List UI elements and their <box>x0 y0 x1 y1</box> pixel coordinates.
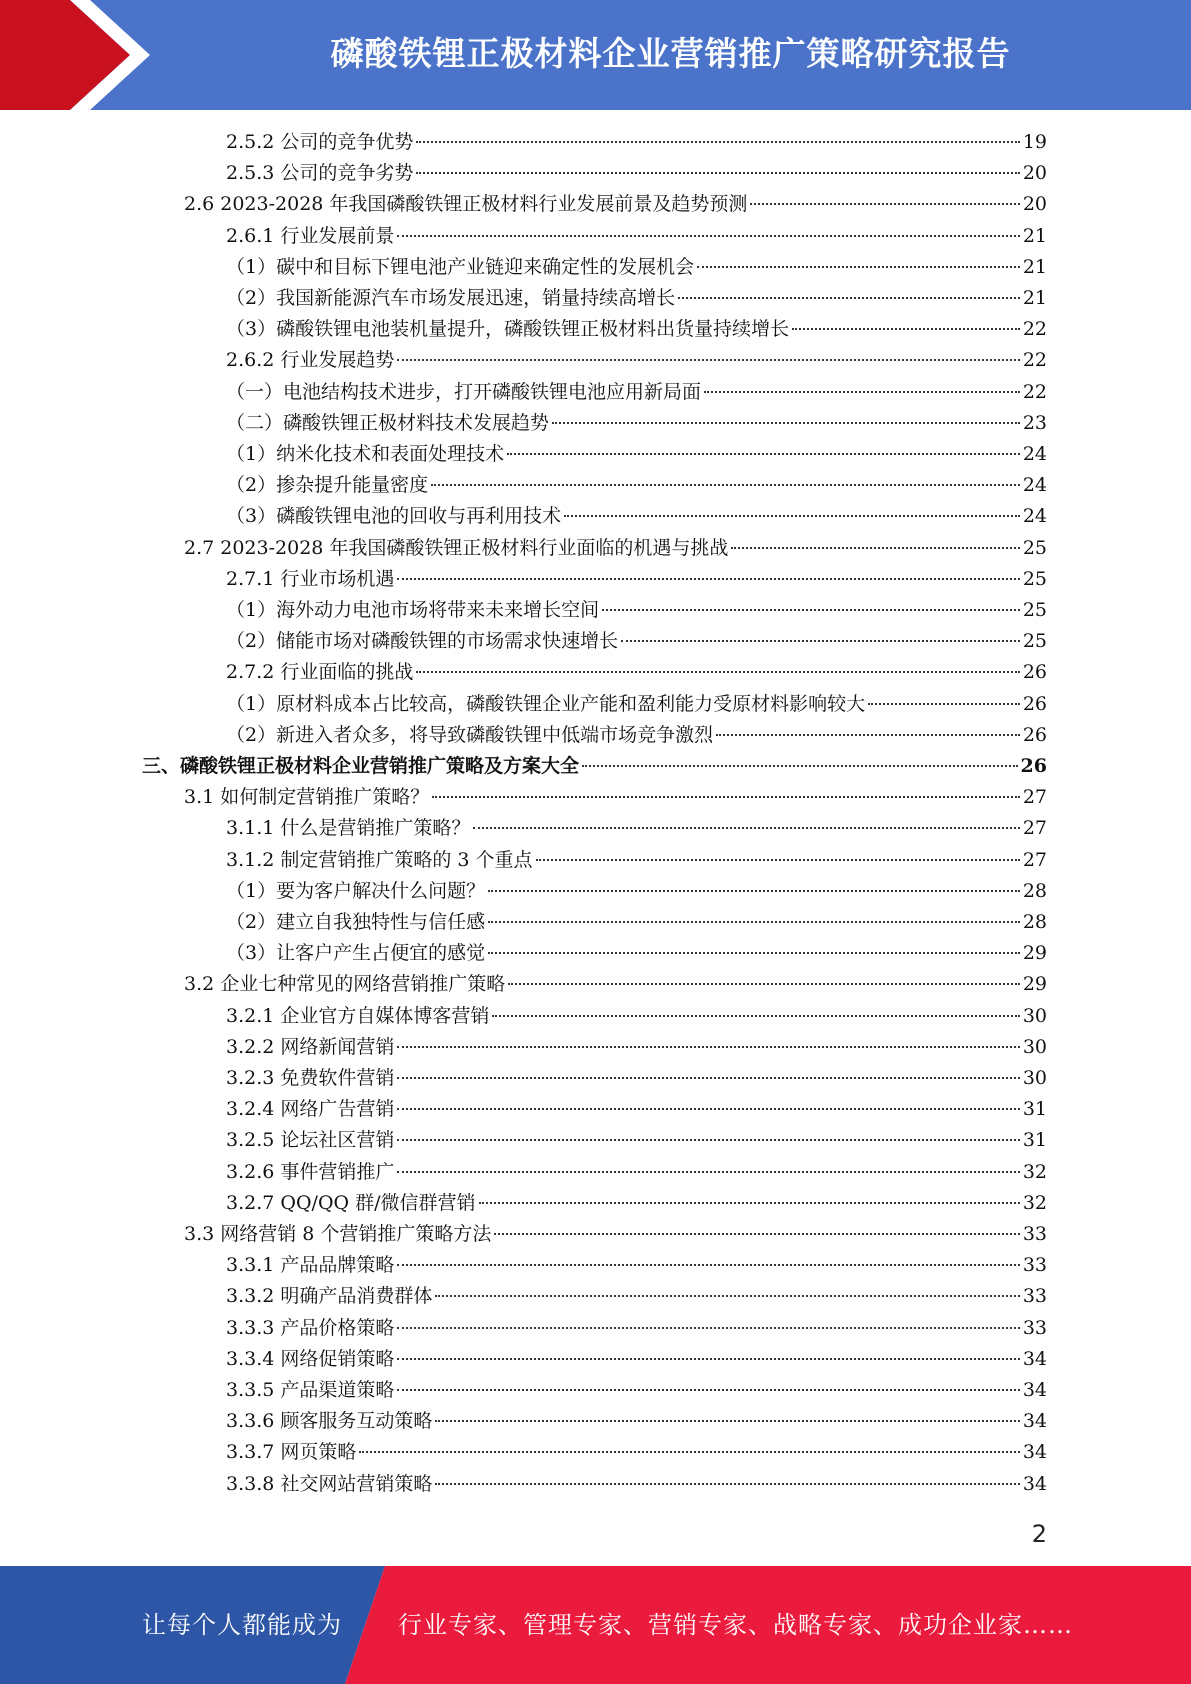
toc-entry[interactable] <box>226 1281 1047 1312</box>
toc-dot-leader <box>678 297 1020 299</box>
toc-entry-page: 21 <box>1022 287 1047 309</box>
toc-entry-title: 3.2.4 网络广告营销 <box>226 1098 395 1121</box>
toc-entry-page: 26 <box>1022 723 1047 746</box>
toc-dot-leader <box>488 890 1020 892</box>
toc-entry-title: （1）要为客户解决什么问题？ <box>226 879 486 902</box>
toc-entry[interactable] <box>226 564 1047 595</box>
toc-entry-title: （一）电池结构技术进步，打开磷酸铁锂电池应用新局面 <box>226 380 702 403</box>
toc-dot-leader <box>488 921 1020 923</box>
toc-dot-leader <box>697 266 1020 268</box>
toc-entry-title: （3）磷酸铁锂电池装机量提升，磷酸铁锂正极材料出货量持续增长 <box>226 318 790 341</box>
toc-entry-title: 2.6.1 行业发展前景 <box>226 224 395 247</box>
toc-entry[interactable] <box>226 501 1047 532</box>
toc-entry-page: 27 <box>1022 786 1047 809</box>
toc-entry-page: 33 <box>1022 1223 1047 1245</box>
toc-entry[interactable] <box>226 1469 1047 1500</box>
toc-entry-page: 33 <box>1022 1285 1047 1308</box>
toc-entry-title: （1）纳米化技术和表面处理技术 <box>226 443 505 465</box>
toc-entry[interactable] <box>226 127 1047 158</box>
toc-entry-title: （1）碳中和目标下锂电池产业链迎来确定性的发展机会 <box>226 255 695 278</box>
toc-dot-leader <box>416 671 1019 673</box>
toc-entry[interactable] <box>184 969 1047 1000</box>
toc-entry[interactable] <box>226 439 1047 470</box>
toc-entry-title: （2）新进入者众多，将导致磷酸铁锂中低端市场竞争激烈 <box>226 723 714 746</box>
toc-entry-page: 33 <box>1022 1316 1047 1339</box>
toc-entry-page: 32 <box>1022 1160 1047 1183</box>
toc-entry[interactable] <box>226 314 1047 345</box>
toc-entry[interactable] <box>226 377 1047 408</box>
toc-entry[interactable] <box>226 813 1047 844</box>
toc-entry-page: 25 <box>1022 599 1047 621</box>
toc-entry-page: 21 <box>1022 224 1047 247</box>
toc-entry-title: 2.7 2023-2028 年我国磷酸铁锂正极材料行业面临的机遇与挑战 <box>184 536 729 559</box>
toc-dot-leader <box>792 328 1020 330</box>
toc-entry-title: 3.2.7 QQ/QQ 群/微信群营销 <box>226 1191 476 1214</box>
toc-entry[interactable] <box>226 1188 1047 1219</box>
toc-entry-page: 30 <box>1022 1035 1047 1058</box>
toc-dot-leader <box>479 1202 1020 1204</box>
toc-entry-page: 34 <box>1022 1472 1047 1495</box>
toc-entry[interactable] <box>226 1063 1047 1094</box>
toc-entry-page: 27 <box>1022 817 1047 840</box>
toc-entry-title: 2.7.1 行业市场机遇 <box>226 567 395 590</box>
toc-entry-title: 3.3.5 产品渠道策略 <box>226 1379 395 1401</box>
toc-entry[interactable] <box>226 595 1047 626</box>
toc-entry-title: （1）海外动力电池市场将带来未来增长空间 <box>226 599 600 621</box>
toc-entry-title: 3.1.1 什么是营销推广策略？ <box>226 817 471 840</box>
toc-entry-page: 20 <box>1022 162 1047 185</box>
toc-dot-leader <box>582 765 1018 767</box>
toc-entry[interactable] <box>226 470 1047 501</box>
toc-entry-title: 3.2.2 网络新闻营销 <box>226 1035 395 1058</box>
toc-dot-leader <box>397 359 1019 361</box>
toc-entry-page: 26 <box>1020 755 1047 777</box>
toc-entry-title: 3.3.7 网页策略 <box>226 1441 357 1464</box>
toc-entry[interactable] <box>226 845 1047 876</box>
toc-entry-title: 3.2.5 论坛社区营销 <box>226 1129 395 1152</box>
toc-dot-leader <box>359 1451 1019 1453</box>
toc-entry-page: 22 <box>1022 318 1047 341</box>
toc-entry-page: 34 <box>1022 1441 1047 1464</box>
toc-entry[interactable] <box>226 1250 1047 1281</box>
toc-entry[interactable] <box>226 689 1047 720</box>
toc-dot-leader <box>397 1046 1019 1048</box>
toc-dot-leader <box>621 640 1020 642</box>
toc-dot-leader <box>494 1233 1019 1235</box>
toc-entry-title: 3.1.2 制定营销推广策略的 3 个重点 <box>226 848 533 871</box>
toc-entry[interactable] <box>226 1032 1047 1063</box>
toc-entry-title: 3.2.3 免费软件营销 <box>226 1067 395 1089</box>
toc-entry[interactable] <box>226 876 1047 907</box>
toc-entry-page: 24 <box>1022 505 1047 528</box>
toc-entry-page: 26 <box>1022 661 1047 684</box>
toc-entry-page: 30 <box>1022 1067 1047 1089</box>
toc-entry-page: 19 <box>1022 131 1047 153</box>
toc-entry[interactable] <box>226 1125 1047 1156</box>
toc-entry-title: 3.3.2 明确产品消费群体 <box>226 1285 433 1308</box>
toc-entry-page: 32 <box>1022 1191 1047 1214</box>
toc-entry-title: 3.3 网络营销 8 个营销推广策略方法 <box>184 1223 492 1245</box>
toc-dot-leader <box>750 203 1019 205</box>
toc-entry[interactable] <box>226 1375 1047 1406</box>
toc-dot-leader <box>492 1015 1019 1017</box>
toc-entry-page: 24 <box>1022 474 1047 497</box>
toc-entry[interactable] <box>226 1001 1047 1032</box>
page-number: 2 <box>1031 1520 1047 1548</box>
toc-entry[interactable] <box>226 938 1047 969</box>
toc-entry-page: 20 <box>1022 193 1047 216</box>
toc-entry[interactable] <box>226 1344 1047 1375</box>
toc-entry[interactable] <box>142 751 1047 782</box>
footer-banner <box>0 1566 1191 1684</box>
header-banner <box>0 0 1191 110</box>
toc-dot-leader <box>431 484 1020 486</box>
toc-entry[interactable] <box>226 626 1047 657</box>
toc-entry-page: 25 <box>1022 536 1047 559</box>
toc-entry-title: 2.5.3 公司的竞争劣势 <box>226 162 414 185</box>
toc-dot-leader <box>397 1389 1019 1391</box>
toc-entry[interactable] <box>226 1313 1047 1344</box>
footer-slogan-left: 让每个人都能成为 <box>142 1611 342 1639</box>
toc-entry-title: 3.3.1 产品品牌策略 <box>226 1254 395 1277</box>
toc-entry[interactable] <box>226 283 1047 314</box>
toc-entry-page: 30 <box>1022 1004 1047 1027</box>
toc-dot-leader <box>564 515 1020 517</box>
toc-entry-title: 2.6.2 行业发展趋势 <box>226 349 395 372</box>
toc-dot-leader <box>397 235 1019 237</box>
toc-entry-page: 31 <box>1022 1129 1047 1152</box>
toc-dot-leader <box>397 1139 1019 1141</box>
toc-dot-leader <box>602 609 1020 611</box>
toc-dot-leader <box>716 734 1020 736</box>
toc-entry-title: （1）原材料成本占比较高，磷酸铁锂企业产能和盈利能力受原材料影响较大 <box>226 692 866 715</box>
toc-dot-leader <box>397 1171 1019 1173</box>
toc-entry[interactable] <box>226 1094 1047 1125</box>
toc-entry-page: 34 <box>1022 1379 1047 1401</box>
toc-entry-title: 3.2.6 事件营销推广 <box>226 1160 395 1183</box>
toc-entry-title: 三、磷酸铁锂正极材料企业营销推广策略及方案大全 <box>142 755 580 777</box>
toc-entry[interactable] <box>226 345 1047 376</box>
toc-dot-leader <box>397 1327 1019 1329</box>
toc-entry[interactable] <box>184 189 1047 220</box>
toc-entry[interactable] <box>184 533 1047 564</box>
toc-entry[interactable] <box>226 657 1047 688</box>
toc-entry[interactable] <box>184 1219 1047 1250</box>
header-arrow-decoration <box>0 0 150 110</box>
toc-dot-leader <box>432 796 1020 798</box>
toc-dot-leader <box>397 578 1019 580</box>
toc-entry-page: 34 <box>1022 1410 1047 1433</box>
toc-entry-page: 34 <box>1022 1347 1047 1370</box>
toc-entry-page: 28 <box>1022 879 1047 902</box>
toc-entry-title: （2）掺杂提升能量密度 <box>226 474 429 497</box>
toc-entry-page: 27 <box>1022 848 1047 871</box>
toc-dot-leader <box>435 1420 1019 1422</box>
toc-entry-title: （2）建立自我独特性与信任感 <box>226 911 486 933</box>
toc-dot-leader <box>416 172 1019 174</box>
toc-entry-title: 3.3.8 社交网站营销策略 <box>226 1472 433 1495</box>
toc-entry-title: （3）磷酸铁锂电池的回收与再利用技术 <box>226 505 562 528</box>
toc-dot-leader <box>704 391 1020 393</box>
toc-dot-leader <box>868 703 1020 705</box>
toc-entry-title: 3.3.6 顾客服务互动策略 <box>226 1410 433 1433</box>
toc-dot-leader <box>416 141 1019 143</box>
toc-entry-title: 3.3.4 网络促销策略 <box>226 1347 395 1370</box>
toc-dot-leader <box>435 1483 1019 1485</box>
toc-entry-title: （2）我国新能源汽车市场发展迅速，销量持续高增长 <box>226 287 676 309</box>
toc-entry[interactable] <box>226 907 1047 938</box>
toc-entry[interactable] <box>184 782 1047 813</box>
toc-dot-leader <box>536 859 1020 861</box>
toc-entry-page: 33 <box>1022 1254 1047 1277</box>
toc-entry-page: 25 <box>1022 567 1047 590</box>
toc-entry[interactable] <box>226 408 1047 439</box>
toc-entry-title: （3）让客户产生占便宜的感觉 <box>226 942 486 965</box>
toc-entry-title: 3.2.1 企业官方自媒体博客营销 <box>226 1004 490 1027</box>
toc-entry-title: 2.6 2023-2028 年我国磷酸铁锂正极材料行业发展前景及趋势预测 <box>184 193 748 216</box>
toc-dot-leader <box>731 547 1019 549</box>
toc-entry-title: 2.5.2 公司的竞争优势 <box>226 131 414 153</box>
toc-dot-leader <box>397 1077 1019 1079</box>
toc-entry-page: 31 <box>1022 1098 1047 1121</box>
toc-entry-page: 28 <box>1022 911 1047 933</box>
toc-dot-leader <box>397 1358 1019 1360</box>
toc-entry[interactable] <box>226 1406 1047 1437</box>
report-title: 磷酸铁锂正极材料企业营销推广策略研究报告 <box>330 34 1011 73</box>
toc-entry-title: 3.2 企业七种常见的网络营销推广策略 <box>184 973 506 996</box>
header-red-block <box>0 0 130 110</box>
footer-slogan-right: 行业专家、管理专家、营销专家、战略专家、成功企业家…… <box>398 1611 1073 1639</box>
toc-entry-page: 25 <box>1022 630 1047 653</box>
toc-dot-leader <box>552 422 1020 424</box>
toc-dot-leader <box>488 952 1020 954</box>
toc-dot-leader <box>435 1295 1019 1297</box>
toc-entry-title: 3.1 如何制定营销推广策略？ <box>184 786 430 809</box>
toc-entry-page: 21 <box>1022 255 1047 278</box>
toc-entry-page: 24 <box>1022 443 1047 465</box>
toc-entry[interactable] <box>226 252 1047 283</box>
toc-entry[interactable] <box>226 1437 1047 1468</box>
toc-entry-title: 3.3.3 产品价格策略 <box>226 1316 395 1339</box>
toc-entry-page: 29 <box>1022 942 1047 965</box>
toc-dot-leader <box>508 983 1020 985</box>
toc-entry[interactable] <box>226 720 1047 751</box>
toc-entry-page: 26 <box>1022 692 1047 715</box>
toc-dot-leader <box>507 453 1020 455</box>
toc-entry[interactable] <box>226 221 1047 252</box>
toc-entry-page: 22 <box>1022 349 1047 372</box>
toc-entry-page: 29 <box>1022 973 1047 996</box>
toc-entry-page: 23 <box>1022 411 1047 434</box>
toc-entry[interactable] <box>226 158 1047 189</box>
toc-entry-title: （2）储能市场对磷酸铁锂的市场需求快速增长 <box>226 630 619 653</box>
toc-dot-leader <box>397 1108 1019 1110</box>
toc-dot-leader <box>397 1264 1019 1266</box>
toc-entry-title: 2.7.2 行业面临的挑战 <box>226 661 414 684</box>
toc-entry[interactable] <box>226 1157 1047 1188</box>
toc-entry-page: 22 <box>1022 380 1047 403</box>
toc-dot-leader <box>473 827 1019 829</box>
toc-entry-title: （二）磷酸铁锂正极材料技术发展趋势 <box>226 411 550 434</box>
